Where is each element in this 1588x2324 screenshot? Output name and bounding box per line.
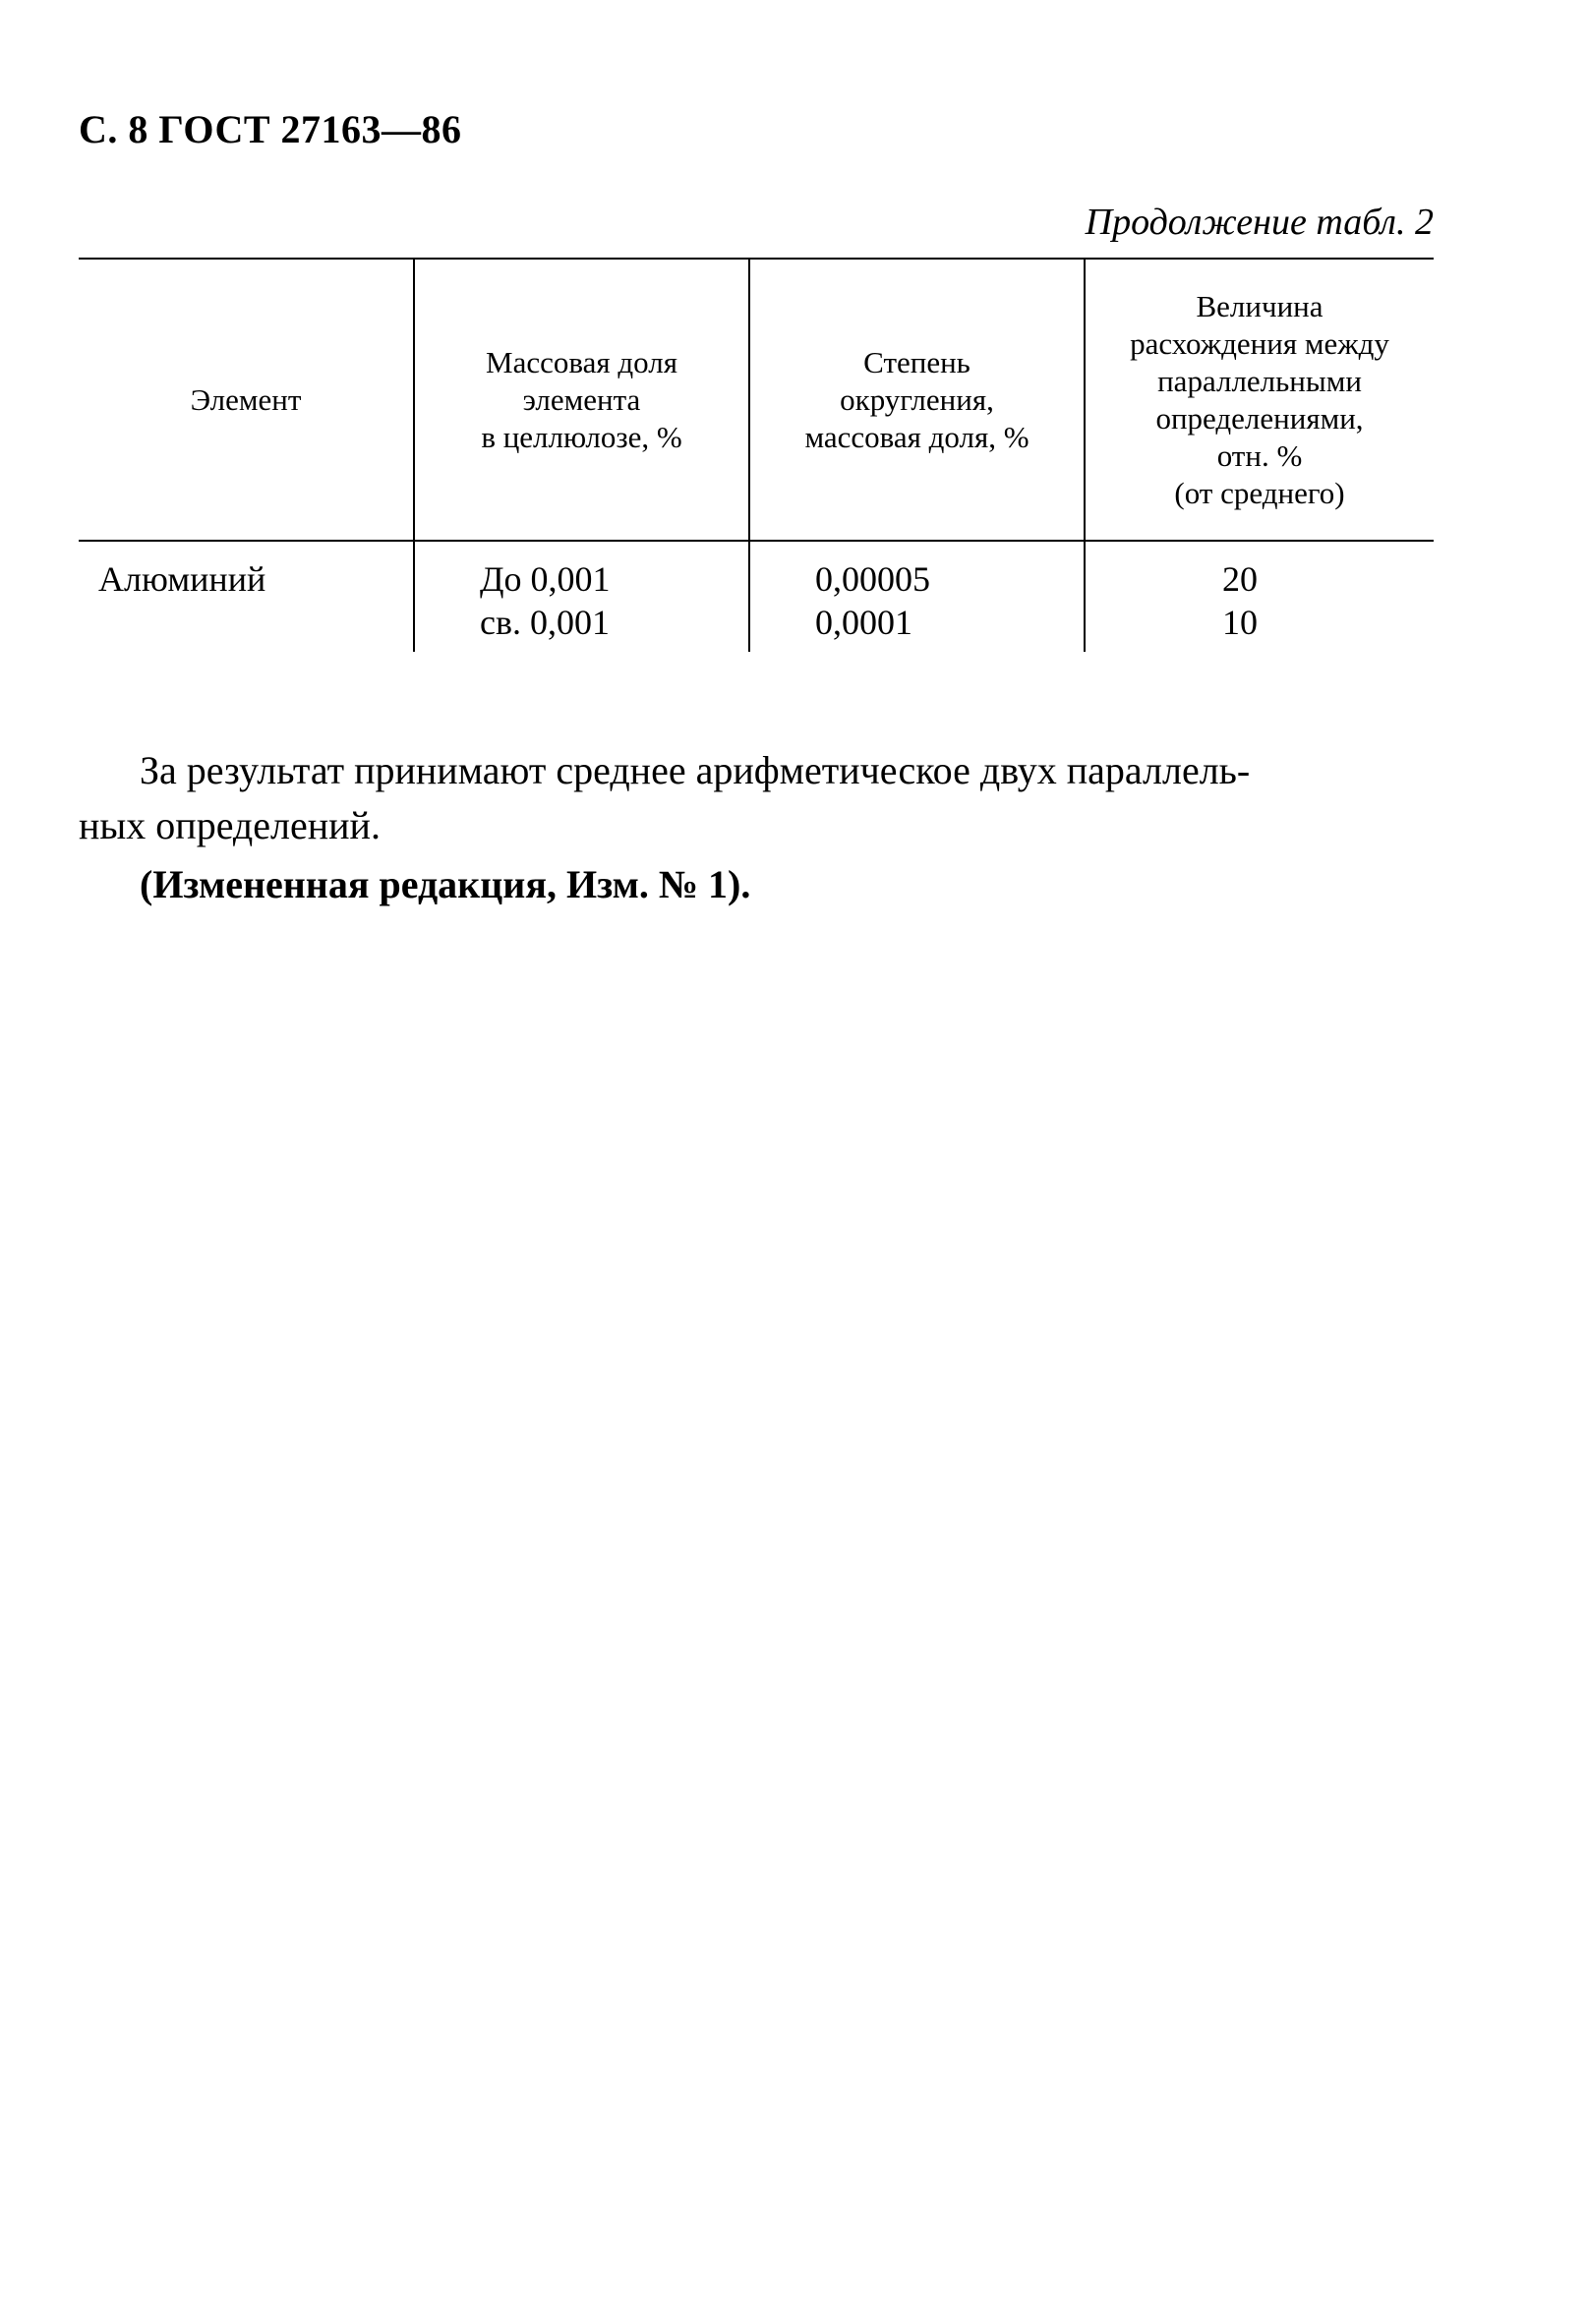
amendment-note xyxy=(140,857,1495,912)
cell-mass-line: До 0,001 xyxy=(480,559,611,599)
page-header: С. 8 ГОСТ 27163—86 xyxy=(79,107,462,151)
cell-deviation-line: 10 xyxy=(1222,603,1258,642)
result-paragraph xyxy=(79,743,1434,853)
table-header-row xyxy=(79,259,1434,541)
cell-rounding-line: 0,00005 xyxy=(815,559,930,599)
header-deviation-line: Величина xyxy=(1196,288,1323,323)
table-caption: Продолжение табл. 2 xyxy=(1085,202,1434,243)
data-table xyxy=(79,258,1434,652)
header-deviation-line: расхождения между xyxy=(1130,325,1389,361)
result-line-2: ных определений. xyxy=(79,803,381,847)
header-element-text: Элемент xyxy=(190,381,302,417)
header-rounding-line: Степень xyxy=(863,344,970,379)
header-deviation-line: определениями, xyxy=(1155,400,1364,436)
header-deviation-line: (от среднего) xyxy=(1174,475,1345,510)
header-mass-fraction xyxy=(414,259,749,541)
header-deviation-line: отн. % xyxy=(1216,437,1303,473)
cell-mass-fraction xyxy=(414,541,749,652)
cell-rounding-line: 0,0001 xyxy=(815,603,912,642)
cell-rounding xyxy=(749,541,1085,652)
cell-element-text: Алюминий xyxy=(98,559,266,599)
header-rounding-line: округления, xyxy=(840,381,994,417)
cell-element xyxy=(79,541,414,652)
cell-deviation xyxy=(1085,541,1434,652)
header-mass-line: Массовая доля xyxy=(486,344,677,379)
table-row xyxy=(79,541,1434,652)
cell-deviation-line: 20 xyxy=(1222,559,1258,599)
cell-mass-line: св. 0,001 xyxy=(480,603,610,642)
header-deviation xyxy=(1085,259,1434,541)
amendment-text: (Измененная редакция, Изм. № 1). xyxy=(140,862,751,906)
result-line-1: За результат принимают среднее арифметическое двух параллель- xyxy=(140,748,1251,792)
header-mass-line: в целлюлозе, % xyxy=(481,419,682,454)
header-rounding-line: массовая доля, % xyxy=(804,419,1029,454)
header-rounding xyxy=(749,259,1085,541)
header-mass-line: элемента xyxy=(522,381,641,417)
header-element xyxy=(79,259,414,541)
header-deviation-line: параллельными xyxy=(1157,363,1362,398)
